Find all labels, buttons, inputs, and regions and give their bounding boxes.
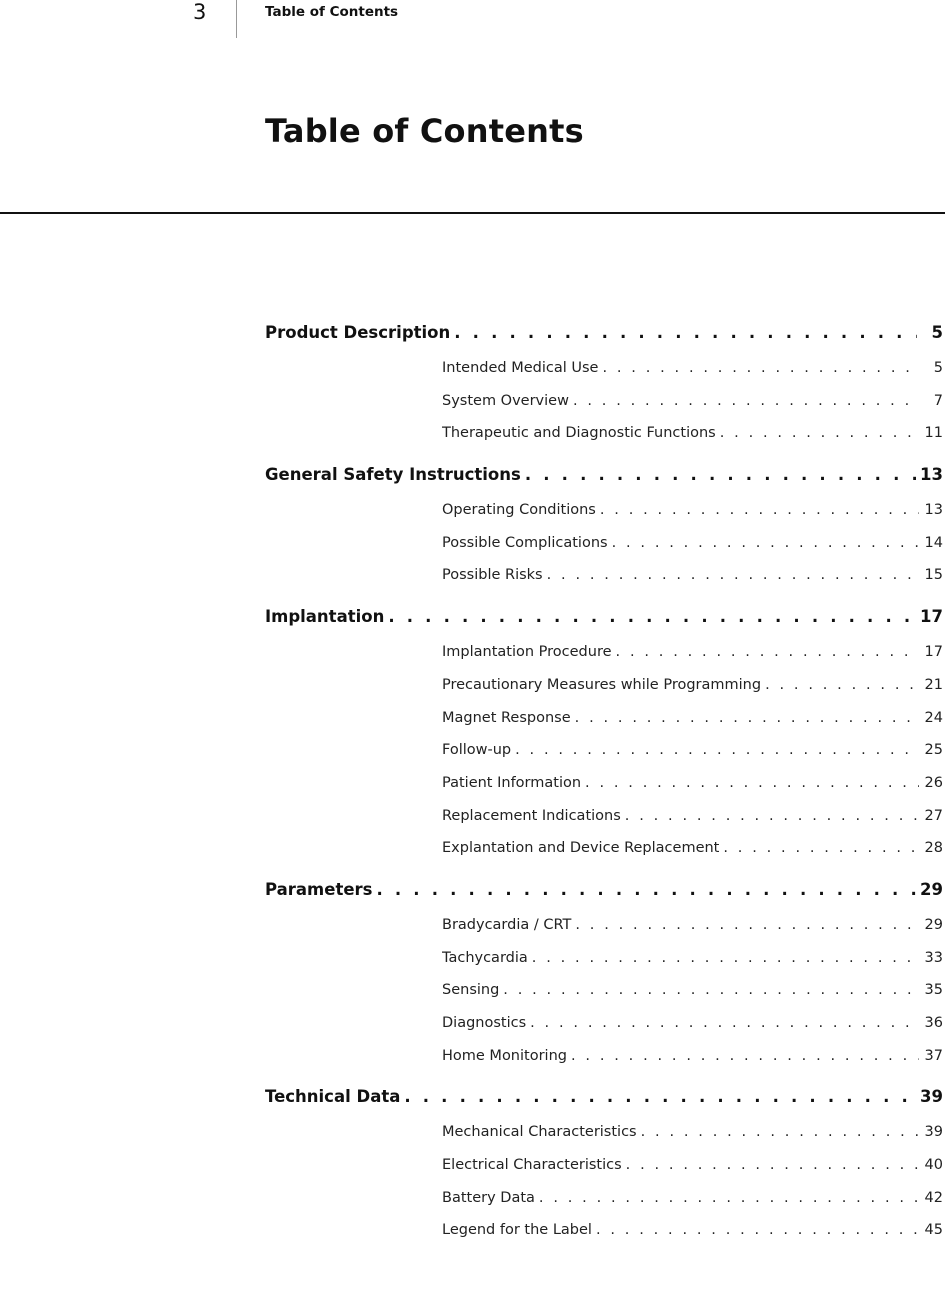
dot-leader	[503, 974, 919, 1007]
dot-leader	[585, 767, 919, 800]
toc-section-entry[interactable]	[442, 832, 943, 865]
section-page-number: 27	[923, 800, 943, 833]
chapter-page-number: 39	[920, 1082, 943, 1112]
toc-section-entry[interactable]	[442, 702, 943, 735]
section-title: Home Monitoring	[442, 1040, 567, 1073]
section-title: Precautionary Measures while Programming	[442, 669, 761, 702]
dot-leader	[575, 909, 919, 942]
section-page-number: 24	[923, 702, 943, 735]
dot-leader	[616, 636, 919, 669]
dot-leader	[723, 832, 919, 865]
section-page-number: 39	[923, 1116, 943, 1149]
running-header: Table of Contents	[265, 4, 399, 20]
section-page-number: 11	[923, 417, 943, 450]
dot-leader	[765, 669, 919, 702]
header-divider	[236, 0, 237, 38]
dot-leader	[625, 800, 919, 833]
title-rule	[0, 212, 945, 214]
section-title: Mechanical Characteristics	[442, 1116, 637, 1149]
section-title: Battery Data	[442, 1182, 535, 1215]
section-page-number: 15	[923, 559, 943, 592]
dot-leader	[596, 1214, 919, 1247]
chapter-title: Product Description	[265, 318, 450, 348]
dot-leader	[575, 702, 919, 735]
dot-leader	[515, 734, 919, 767]
section-page-number: 28	[923, 832, 943, 865]
toc-section-entry[interactable]	[442, 1007, 943, 1040]
section-title: Sensing	[442, 974, 499, 1007]
section-page-number: 35	[923, 974, 943, 1007]
section-title: Patient Information	[442, 767, 581, 800]
section-page-number: 37	[923, 1040, 943, 1073]
chapter-page-number: 5	[921, 318, 943, 348]
section-page-number: 40	[923, 1149, 943, 1182]
chapter-page-number: 29	[920, 875, 943, 905]
toc-section-entry[interactable]	[442, 494, 943, 527]
page-number: 3	[193, 0, 207, 24]
dot-leader	[454, 318, 917, 348]
toc-section-entry[interactable]	[442, 385, 943, 418]
toc-section-entry[interactable]	[442, 636, 943, 669]
toc-section-entry[interactable]	[442, 352, 943, 385]
toc-section-entry[interactable]	[442, 669, 943, 702]
section-page-number: 29	[923, 909, 943, 942]
section-page-number: 33	[923, 942, 943, 975]
section-title: Therapeutic and Diagnostic Functions	[442, 417, 716, 450]
section-page-number: 45	[923, 1214, 943, 1247]
section-page-number: 14	[923, 527, 943, 560]
toc-chapter-entry[interactable]	[265, 460, 943, 494]
page-title: Table of Contents	[265, 112, 584, 150]
section-title: System Overview	[442, 385, 569, 418]
toc-section-entry[interactable]	[442, 1149, 943, 1182]
section-title: Legend for the Label	[442, 1214, 592, 1247]
chapter-page-number: 13	[920, 460, 943, 490]
toc-chapter-entry[interactable]	[265, 318, 943, 352]
dot-leader	[641, 1116, 919, 1149]
section-title: Magnet Response	[442, 702, 571, 735]
dot-leader	[404, 1082, 916, 1112]
section-title: Diagnostics	[442, 1007, 526, 1040]
dot-leader	[720, 417, 919, 450]
toc-chapter-entry[interactable]	[265, 602, 943, 636]
toc-section-entry[interactable]	[442, 1040, 943, 1073]
dot-leader	[547, 559, 919, 592]
dot-leader	[539, 1182, 919, 1215]
section-title: Tachycardia	[442, 942, 528, 975]
section-page-number: 5	[923, 352, 943, 385]
toc-section-entry[interactable]	[442, 417, 943, 450]
dot-leader	[626, 1149, 919, 1182]
dot-leader	[388, 602, 916, 632]
section-title: Bradycardia / CRT	[442, 909, 571, 942]
dot-leader	[376, 875, 916, 905]
chapter-title: General Safety Instructions	[265, 460, 521, 490]
toc-section-entry[interactable]	[442, 942, 943, 975]
section-title: Electrical Characteristics	[442, 1149, 622, 1182]
section-page-number: 17	[923, 636, 943, 669]
dot-leader	[602, 352, 919, 385]
toc-section-entry[interactable]	[442, 909, 943, 942]
toc-section-entry[interactable]	[442, 974, 943, 1007]
toc-section-entry[interactable]	[442, 559, 943, 592]
dot-leader	[525, 460, 916, 490]
dot-leader	[600, 494, 919, 527]
section-title: Explantation and Device Replacement	[442, 832, 719, 865]
section-title: Possible Risks	[442, 559, 543, 592]
chapter-title: Technical Data	[265, 1082, 400, 1112]
toc-section-entry[interactable]	[442, 1116, 943, 1149]
section-title: Intended Medical Use	[442, 352, 598, 385]
toc-section-entry[interactable]	[442, 734, 943, 767]
section-page-number: 26	[923, 767, 943, 800]
dot-leader	[530, 1007, 919, 1040]
section-page-number: 21	[923, 669, 943, 702]
dot-leader	[573, 385, 919, 418]
section-page-number: 36	[923, 1007, 943, 1040]
chapter-title: Implantation	[265, 602, 384, 632]
dot-leader	[612, 527, 919, 560]
section-title: Operating Conditions	[442, 494, 596, 527]
toc-section-entry[interactable]	[442, 1214, 943, 1247]
table-of-contents	[265, 318, 943, 1257]
toc-chapter-entry[interactable]	[265, 875, 943, 909]
chapter-page-number: 17	[920, 602, 943, 632]
toc-section-entry[interactable]	[442, 800, 943, 833]
section-title: Possible Complications	[442, 527, 608, 560]
dot-leader	[532, 942, 919, 975]
section-title: Replacement Indications	[442, 800, 621, 833]
toc-chapter-entry[interactable]	[265, 1082, 943, 1116]
section-page-number: 7	[923, 385, 943, 418]
dot-leader	[571, 1040, 919, 1073]
toc-section-entry[interactable]	[442, 527, 943, 560]
toc-section-entry[interactable]	[442, 1182, 943, 1215]
section-page-number: 13	[923, 494, 943, 527]
toc-section-entry[interactable]	[442, 767, 943, 800]
section-page-number: 42	[923, 1182, 943, 1215]
section-title: Follow-up	[442, 734, 511, 767]
section-page-number: 25	[923, 734, 943, 767]
chapter-title: Parameters	[265, 875, 372, 905]
section-title: Implantation Procedure	[442, 636, 612, 669]
